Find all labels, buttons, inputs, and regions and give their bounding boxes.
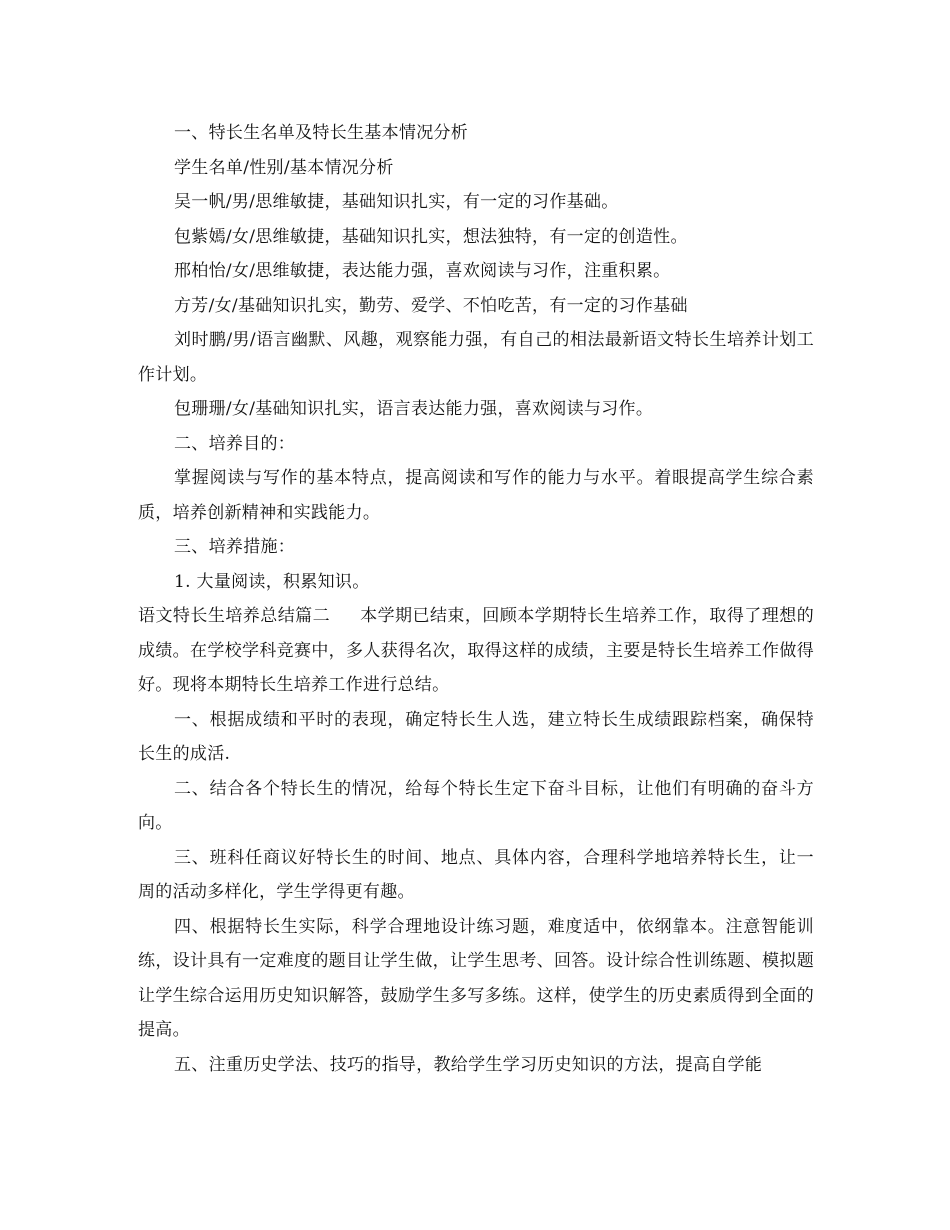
summary-paragraph: 二、结合各个特长生的情况，给每个特长生定下奋斗目标，让他们有明确的奋斗方向。 xyxy=(138,778,814,833)
section-title: 语文特长生培养总结篇二 xyxy=(138,606,331,626)
summary-paragraph: 四、根据特长生实际，科学合理地设计练习题，难度适中，依纲靠本。注意智能训练，设计具有一定难度的题目让学生做，让学生思考、回答。设计综合性训练题、模拟题让学生综合运用历史知识解答，鼓励学生多写多练。这样，使学生的历史素质得到全面的提高。 xyxy=(138,916,814,1040)
section-intro: 本学期已结束，回顾本学期特长生培养工作，取得了理想的成绩。在学校学科竞赛中，多人获得名次，取得这样的成绩，主要是特长生培养工作做得好。现将本期特长生培养工作进行总结。 xyxy=(138,606,814,695)
summary-paragraph: 一、根据成绩和平时的表现，确定特长生人选，建立特长生成绩跟踪档案，确保特长生的成活. xyxy=(138,709,814,764)
student-entry: 方芳/女/基础知识扎实，勤劳、爱学、不怕吃苦，有一定的习作基础 xyxy=(174,295,688,316)
student-list-header: 学生名单/性别/基本情况分析 xyxy=(174,157,394,178)
document-body xyxy=(138,116,814,1082)
summary-paragraph: 三、班科任商议好特长生的时间、地点、具体内容，合理科学地培养特长生，让一周的活动多样化，学生学得更有趣。 xyxy=(138,847,814,902)
summary-paragraph: 五、注重历史学法、技巧的指导，教给学生学习历史知识的方法，提高自学能 xyxy=(174,1054,763,1075)
student-entry: 吴一帆/男/思维敏捷，基础知识扎实，有一定的习作基础。 xyxy=(174,192,619,212)
heading-training-measures: 三、培养措施： xyxy=(174,537,296,557)
student-entry: 包珊珊/女/基础知识扎实，语言表达能力强，喜欢阅读与习作。 xyxy=(174,399,654,419)
student-entry: 刘时鹏/男/语言幽默、风趣，观察能力强，有自己的相法最新语文特长生培养计划工作计划。 xyxy=(138,330,814,385)
heading-training-goal: 二、培养目的： xyxy=(174,433,296,454)
training-goal-text: 掌握阅读与写作的基本特点，提高阅读和写作的能力与水平。着眼提高学生综合素质，培养创新精神和实践能力。 xyxy=(138,468,814,523)
measure-item: 1. 大量阅读，积累知识。 xyxy=(174,571,370,592)
heading-student-list: 一、特长生名单及特长生基本情况分析 xyxy=(174,123,469,143)
summary-intro-paragraph xyxy=(138,599,814,703)
student-entry: 包紫嫣/女/思维敏捷，基础知识扎实，想法独特，有一定的创造性。 xyxy=(174,226,688,247)
student-entry: 邢柏怡/女/思维敏捷，表达能力强，喜欢阅读与习作，注重积累。 xyxy=(174,261,671,281)
